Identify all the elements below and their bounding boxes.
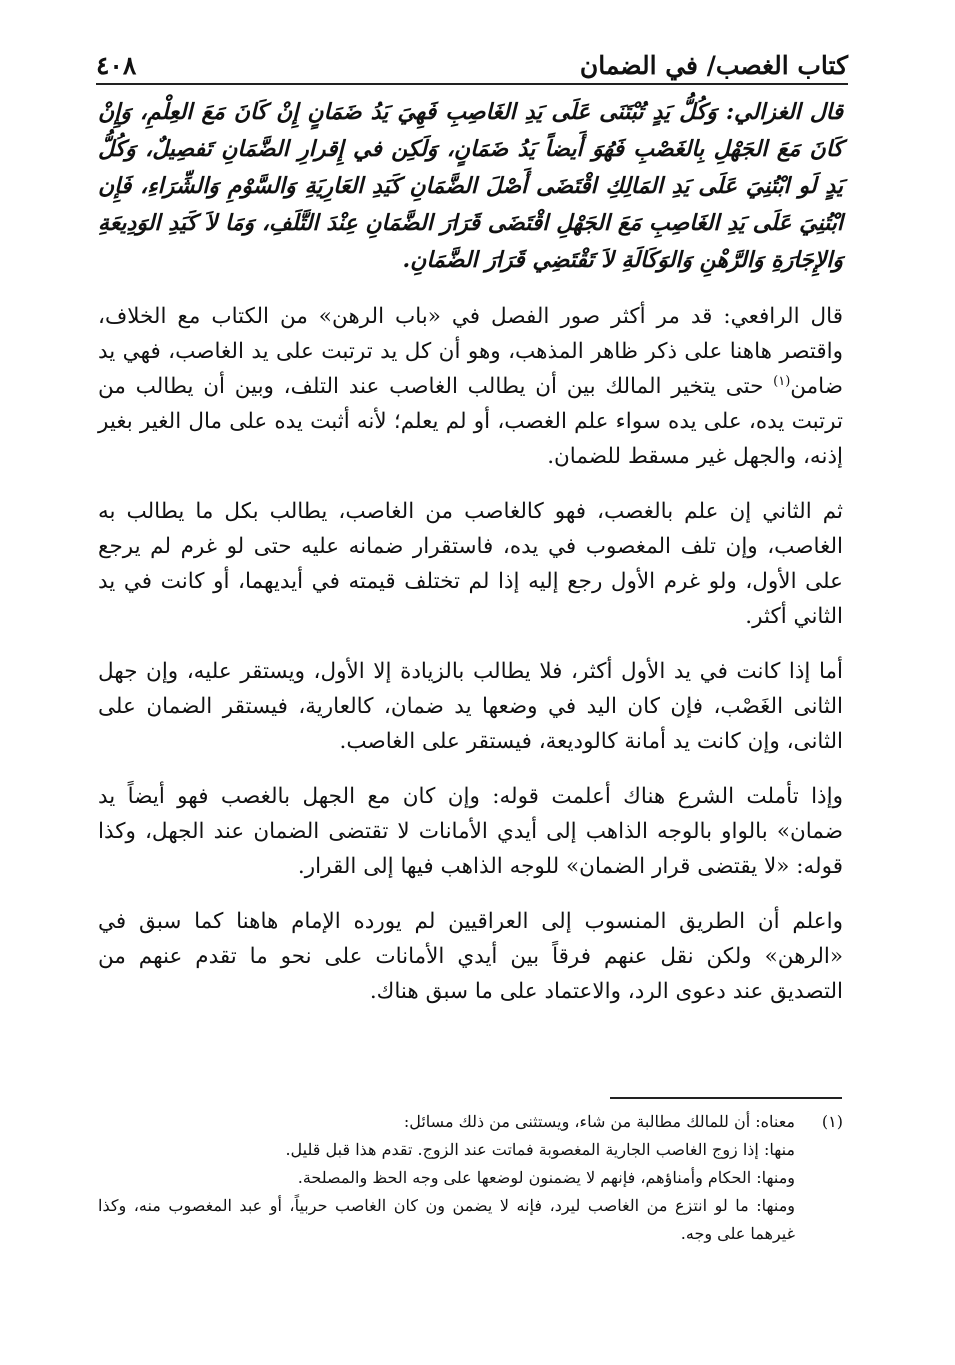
footnote-line: ومنها: ما لو انتزع من الغاصب ليرد، فإنه لا يضمن ون كان الغاصب حربياً، أو عبد المغصوب منه، وكذا غيرهما على وجه. [98,1196,795,1243]
footnote-rule [610,1097,842,1099]
footnote-body [98,1108,795,1248]
speaker-label: قال الغزالي: [725,99,843,125]
paragraph: ثم الثاني إن علم بالغصب، فهو كالغاصب من الغاصب، يطالب بكل ما يطالب به الغاصب، وإن تلف المغصوب في يده، فاستقرار ضمانه عليه حتى لو غرم لم يرجع على الأول، ولو غرم الأول رجع إليه إذا لم تختلف قيمته في أيديهما، أو كانت في يد الثاني أكثر. [98,499,843,629]
paragraph-text: قال الرافعي: قد مر أكثر صور الفصل في «باب الرهن» من الكتاب مع الخلاف، واقتصر هاهنا على ذكر ظاهر المذهب، وهو أن كل يد ترتبت على يد الغاصب، فهي يد ضامن [98,304,843,399]
header-rule [96,83,848,85]
footnote [98,1108,843,1248]
quote-text: وَكُلُّ يَدٍ تُبْتَنَى عَلَى يَدِ الغَاصِبِ فَهِيَ يَدُ ضَمَانٍ إِنْ كَانَ مَعَ العِلْمِ، وَإِنْ كَانَ مَعَ الجَهْلِ بِالغَصْبِ فَهُوَ أَيضاً يَدُ ضَمَانٍ، وَلَكِن في إِقرارِ الضَّمَانِ تَفصِيلٌ، وَكُلُّ يَدٍ لَو ابْتُنِيَ عَلَى يَدِ المَالِكِ اقْتَضَى أَصْلَ الضَّمَانِ كَيَدِ العَارِيَةِ وَالسَّوْمِ وَالشِّرَاءِ، فَإِن ابْتُنِيَ عَلَى يَدِ الغَاصِبِ مَعَ الجَهْلِ اقْتَضَى قَرَارَ الضَّمَانِ عِنْدَ التَّلَفِ، وَمَا لاَ كَيَدِ الوَدِيعَةِ وَالإِجَارَةِ وَالرَّهْنِ وَالوَكَالَةِ لاَ تَقْتَضِي قَرَارَ الضَّمَانِ. [98,99,843,273]
footnote-number: (١) [821,1112,843,1131]
footnote-line: منها: إذا زوج الغاصب الجارية المغصوبة فماتت عند الزوج. تقدم هذا قبل قليل. [285,1140,795,1159]
paragraph: واعلم أن الطريق المنسوب إلى العراقيين لم يورده الإمام هاهنا كما سبق في «الرهن» ولكن نقل عنهم فرقاً بين أيدي الأمانات على نحو ما تقدم عنهم من التصديق عند دعوى الرد، والاعتماد على ما سبق هناك. [98,909,844,1004]
paragraph: وإذا تأملت الشرع هناك أعلمت قوله: وإن كان مع الجهل بالغصب فهو أيضاً يد ضمان» بالواو بالوجه الذاهب إلى أيدي الأمانات لا تقتضى الضمان عند الجهل، وكذا قوله: «لا يقتضى قرار الضمان» للوجه الذاهب فيها إلى القرار. [98,784,843,879]
rafii-commentary-paragraph [98,299,843,474]
footnote-line: معناه: أن للمالك مطالبة من شاء، ويستثنى من ذلك مسائل: [403,1112,795,1131]
footnote-reference[interactable]: (١) [773,373,791,389]
ghazali-quote-paragraph [98,94,843,279]
main-text [98,94,843,1009]
running-title: كتاب الغصب/ في الضمان [579,51,848,80]
paragraph: أما إذا كانت في يد الأول أكثر، فلا يطالب بالزيادة إلا الأول، ويستقر عليه، وإن جهل الثانى الغَصْب، فإن كان اليد في وضعها يد ضمان، كالعارية، فيستقر الضمان على الثانى، وإن كانت يد أمانة كالوديعة، فيستقر على الغاصب. [98,659,843,754]
page-number: ٤٠٨ [96,51,137,80]
footnotes [98,1108,843,1248]
footnote-line: ومنها: الحكام وأمناؤهم، فإنهم لا يضمنون لوضعها على وجه الحظ والمصلحة. [297,1168,795,1187]
page-header [96,40,848,80]
paragraph-text-continued: حتى يتخير المالك بين أن يطالب الغاصب عند التلف، وبين أن يطالب من ترتبت يده، على يده سواء علم الغصب، أو لم يعلم؛ لأنه أثبت يده على مال الغير بغير إذنه، والجهل غير مسقط للضمان. [98,374,843,469]
